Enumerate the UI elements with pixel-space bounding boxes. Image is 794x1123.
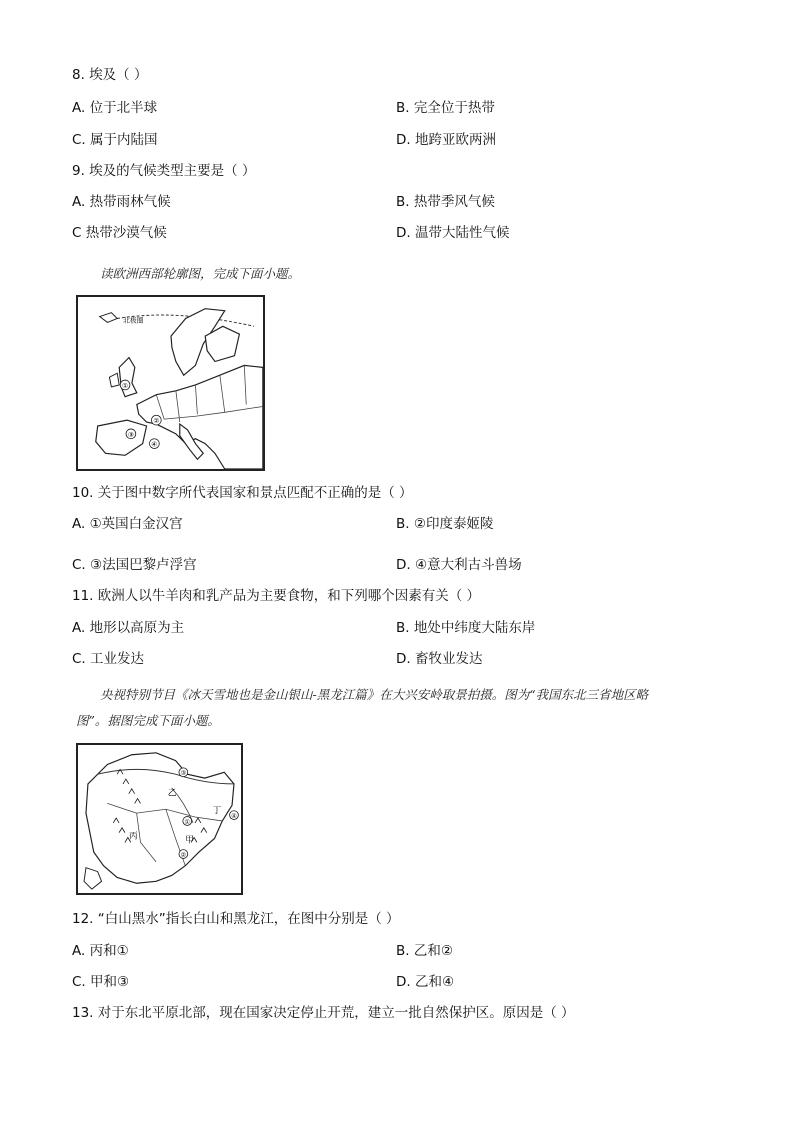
northeast-mark-1 — [183, 817, 192, 826]
q12-option-b: B. 乙和② — [396, 943, 453, 959]
northeast-mark-2 — [179, 850, 188, 859]
q11-option-d: D. 畜牧业发达 — [396, 651, 483, 667]
iberia-shape — [96, 420, 147, 455]
northeast-mark-4 — [230, 811, 239, 820]
coast-shape — [84, 868, 102, 889]
region-bing: 丙 — [128, 831, 138, 842]
northeast-china-map — [76, 743, 243, 895]
intro-northeast-map-line2: 图”。据图完成下面小题。 — [76, 713, 220, 728]
region-yi: 乙 — [167, 788, 177, 799]
q9-option-d: D. 温带大陆性气候 — [396, 225, 510, 241]
intro-northeast-map-line1: 央视特别节目《冰天雪地也是金山银山-黑龙江篇》在大兴安岭取景拍摄。图为“我国东北三省地区略 — [100, 687, 649, 702]
q12-option-d: D. 乙和④ — [396, 974, 455, 990]
svg-text:①: ① — [184, 818, 191, 826]
iceland-shape — [100, 313, 118, 323]
svg-text:③: ③ — [180, 770, 187, 778]
europe-mark-1 — [120, 380, 130, 390]
q9-option-a: A. 热带雨林气候 — [72, 194, 171, 210]
q12-stem: 12. “白山黑水”指长白山和黑龙江，在图中分别是（ ） — [72, 911, 400, 927]
q13-stem: 13. 对于东北平原北部，现在国家决定停止开荒，建立一批自然保护区。原因是（ ） — [72, 1005, 575, 1021]
q11-option-a: A. 地形以高原为主 — [72, 620, 185, 636]
europe-mark-2 — [151, 415, 161, 425]
q11-stem: 11. 欧洲人以牛羊肉和乳产品为主要食物，和下列哪个因素有关（ ） — [72, 588, 481, 604]
region-jia: 甲 — [185, 835, 195, 846]
q9-option-b: B. 热带季风气候 — [396, 194, 495, 210]
europe-mark-3 — [126, 429, 136, 439]
intro-europe-map: 读欧洲西部轮廓图，完成下面小题。 — [100, 266, 301, 281]
q8-stem: 8. 埃及（ ） — [72, 67, 148, 83]
arctic-circle-label: 北极圈 — [123, 316, 144, 325]
svg-text:①: ① — [121, 381, 129, 390]
q12-option-a: A. 丙和① — [72, 943, 129, 959]
q10-option-d: D. ④意大利古斗兽场 — [396, 557, 522, 573]
q9-option-c: C 热带沙漠气候 — [72, 225, 167, 241]
svg-text:④: ④ — [151, 440, 158, 449]
q8-option-c: C. 属于内陆国 — [72, 132, 158, 148]
europe-mark-4 — [149, 439, 159, 449]
q9-stem: 9. 埃及的气候类型主要是（ ） — [72, 163, 256, 179]
q10-stem: 10. 关于图中数字所代表国家和景点匹配不正确的是（ ） — [72, 485, 413, 501]
svg-text:③: ③ — [127, 430, 134, 439]
q11-option-c: C. 工业发达 — [72, 651, 145, 667]
q10-option-b: B. ②印度泰姬陵 — [396, 516, 494, 532]
northeast-mark-3 — [179, 768, 188, 777]
europe-map-drawing — [78, 297, 263, 469]
q8-option-b: B. 完全位于热带 — [396, 100, 495, 116]
svg-text:②: ② — [153, 417, 160, 426]
q8-option-d: D. 地跨亚欧两洲 — [396, 132, 496, 148]
q10-option-c: C. ③法国巴黎卢浮宫 — [72, 557, 197, 573]
svg-text:④: ④ — [231, 813, 237, 821]
northeast-map-drawing — [78, 745, 241, 893]
q8-option-a: A. 位于北半球 — [72, 100, 158, 116]
britain-shape — [119, 358, 137, 397]
svg-text:②: ② — [180, 851, 187, 859]
ireland-shape — [109, 373, 119, 387]
q10-option-a: A. ①英国白金汉宫 — [72, 516, 183, 532]
europe-outline-map — [76, 295, 265, 471]
q11-option-b: B. 地处中纬度大陆东岸 — [396, 620, 536, 636]
q12-option-c: C. 甲和③ — [72, 974, 130, 990]
region-ding: 丁 — [212, 806, 222, 817]
